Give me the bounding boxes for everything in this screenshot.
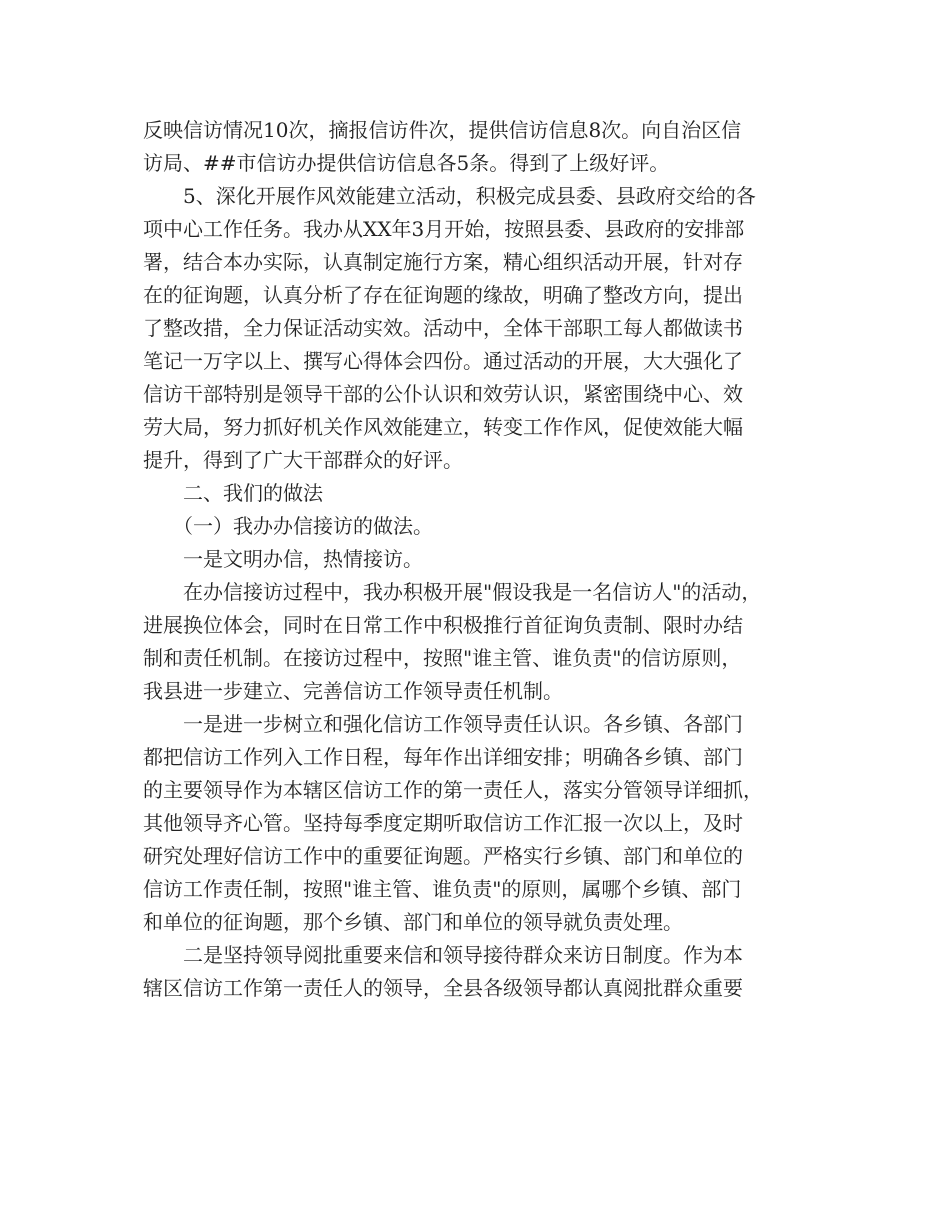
text-line: 辖区信访工作第一责任人的领导，全县各级领导都认真阅批群众重要	[143, 976, 743, 1000]
text-line: 和单位的征询题，那个乡镇、部门和单位的领导就负责处理。	[143, 910, 683, 934]
section-heading: 二、我们的做法	[143, 481, 323, 505]
text-line: 提升，得到了广大干部群众的好评。	[143, 448, 463, 472]
text-line: 信访干部特别是领导干部的公仆认识和效劳认识，紧密围绕中心、效	[143, 382, 743, 406]
text-line: 我县进一步建立、完善信访工作领导责任机制。	[143, 679, 563, 703]
text-line: 反映信访情况10次，摘报信访件次，提供信访信息8次。向自治区信	[143, 118, 742, 142]
text-line: 在办信接访过程中，我办积极开展"假设我是一名信访人"的活动，	[143, 580, 762, 604]
text-line: 5、深化开展作风效能建立活动，积极完成县委、县政府交给的各	[143, 184, 756, 208]
text-line: 其他领导齐心管。坚持每季度定期听取信访工作汇报一次以上，及时	[143, 811, 743, 835]
text-line: 劳大局，努力抓好机关作风效能建立，转变工作作风，促使效能大幅	[143, 415, 743, 439]
text-line: 一是文明办信，热情接访。	[143, 547, 423, 571]
text-line: 项中心工作任务。我办从XX年3月开始，按照县委、县政府的安排部	[143, 217, 745, 241]
text-line: 研究处理好信访工作中的重要征询题。严格实行乡镇、部门和单位的	[143, 844, 743, 868]
text-line: 了整改措，全力保证活动实效。活动中，全体干部职工每人都做读书	[143, 316, 743, 340]
text-line: 的主要领导作为本辖区信访工作的第一责任人，落实分管领导详细抓，	[143, 778, 763, 802]
text-line: 制和责任机制。在接访过程中，按照"谁主管、谁负责"的信访原则，	[143, 646, 742, 670]
text-line: 都把信访工作列入工作日程，每年作出详细安排；明确各乡镇、部门	[143, 745, 743, 769]
subsection-heading: （一）我办办信接访的做法。	[143, 514, 433, 538]
text-line: 信访工作责任制，按照"谁主管、谁负责"的原则，属哪个乡镇、部门	[143, 877, 742, 901]
text-line: 二是坚持领导阅批重要来信和领导接待群众来访日制度。作为本	[143, 943, 743, 967]
document-body	[143, 114, 823, 1005]
text-line: 一是进一步树立和强化信访工作领导责任认识。各乡镇、各部门	[143, 712, 743, 736]
text-line: 进展换位体会，同时在日常工作中积极推行首征询负责制、限时办结	[143, 613, 743, 637]
text-line: 在的征询题，认真分析了存在征询题的缘故，明确了整改方向，提出	[143, 283, 743, 307]
text-line: 署，结合本办实际，认真制定施行方案，精心组织活动开展，针对存	[143, 250, 743, 274]
text-line: 访局、##市信访办提供信访信息各5条。得到了上级好评。	[143, 151, 670, 175]
text-line: 笔记一万字以上、撰写心得体会四份。通过活动的开展，大大强化了	[143, 349, 743, 373]
